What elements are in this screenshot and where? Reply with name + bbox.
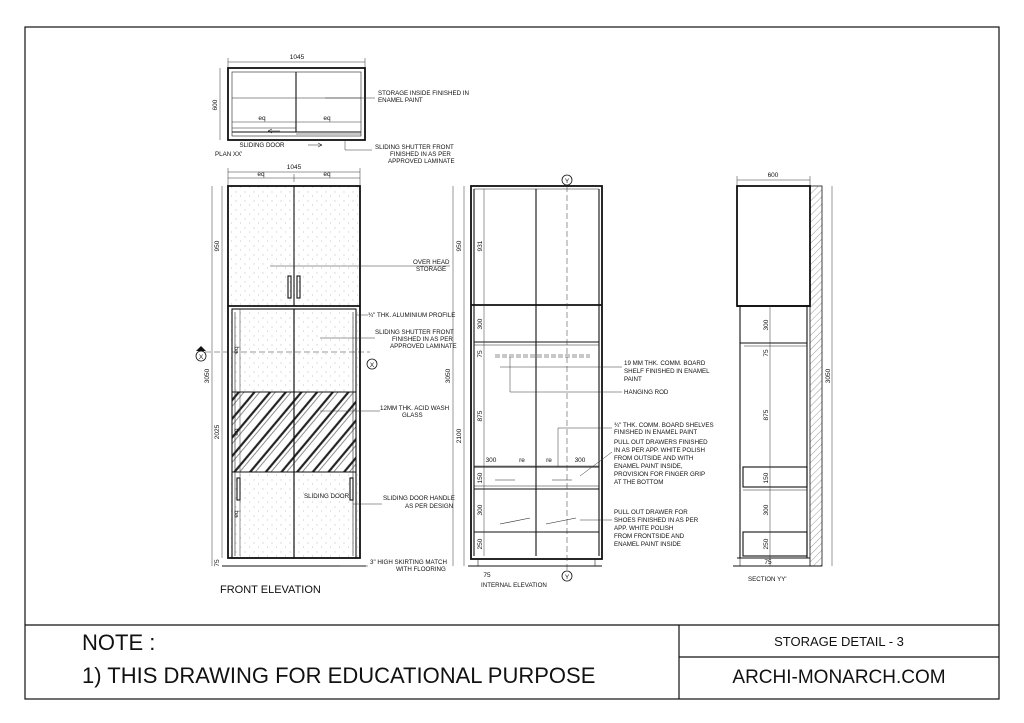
front-dim-75: 75	[214, 559, 221, 567]
internal-dim-3050: 3050	[445, 368, 452, 384]
front-dim-2025: 2025	[214, 424, 221, 440]
internal-drawers-note-4: ENAMEL PAINT INSIDE,	[614, 463, 683, 470]
front-sliding-door-label: SLIDING DOOR	[304, 493, 350, 500]
plan-title: PLAN XX'	[215, 151, 243, 158]
internal-shelf-note-3: PAINT	[624, 376, 642, 383]
plan-shutter-note-1: SLIDING SHUTTER FRONT	[375, 144, 454, 151]
front-shutter-note-1: SLIDING SHUTTER FRONT	[375, 329, 454, 336]
internal-shoes-note-4: FROM FRONTSIDE AND	[614, 533, 685, 540]
internal-marker-y-top: Y	[564, 178, 570, 185]
front-handle-note-2: AS PER DESIGN	[405, 503, 454, 510]
internal-row-dim-2: re	[519, 457, 525, 464]
front-skirting-note-1: 3" HIGH SKIRTING MATCH	[370, 559, 447, 566]
internal-row-dim-1: 300	[485, 457, 497, 464]
plan-depth-dim: 600	[212, 99, 219, 111]
front-width-dim: 1045	[286, 164, 302, 171]
plan-eq-right: eq	[323, 115, 331, 122]
title-block	[25, 625, 999, 699]
internal-marker-y-bottom: Y	[564, 574, 570, 581]
section-title: SECTION YY'	[748, 576, 787, 583]
section-width-dim: 600	[767, 172, 779, 179]
internal-dim-75b: 75	[483, 572, 491, 579]
internal-drawers-note-3: FROM OUTSIDE AND WITH	[614, 455, 694, 462]
plan-view	[212, 54, 469, 165]
internal-row-dim-3: re	[546, 457, 552, 464]
internal-elevation-title: INTERNAL ELEVATION	[481, 582, 547, 589]
section-dim-3050: 3050	[825, 368, 832, 384]
front-glass-note-2: GLASS	[402, 412, 423, 419]
note-line: 1) THIS DRAWING FOR EDUCATIONAL PURPOSE	[82, 663, 596, 688]
internal-rod-note: HANGING ROD	[624, 389, 669, 396]
note-heading: NOTE :	[82, 630, 156, 655]
internal-dim-75: 75	[477, 350, 484, 358]
internal-dim-931: 931	[477, 240, 484, 252]
plan-storage-note-2: ENAMEL PAINT	[378, 97, 423, 104]
internal-dim-150: 150	[477, 472, 484, 484]
internal-shelves-note-2: FINISHED IN ENAMEL PAINT	[614, 429, 698, 436]
section-view	[733, 172, 832, 583]
plan-sliding-door-label: SLIDING DOOR	[239, 142, 285, 149]
internal-dim-300: 300	[477, 318, 484, 330]
internal-shelf-note-2: SHELF FINISHED IN ENAMEL	[624, 368, 710, 375]
front-overhead-note-2: STORAGE	[416, 266, 447, 273]
front-profile-note: ¾" THK. ALUMINIUM PROFILE	[368, 312, 456, 319]
internal-shoes-note-5: ENAMEL PAINT INSIDE	[614, 541, 681, 548]
internal-drawers-note-5: PROVISION FOR FINGER GRIP	[614, 471, 706, 478]
plan-storage-note-1: STORAGE INSIDE FINISHED IN	[378, 90, 469, 97]
internal-drawers-note-1: PULL OUT DRAWERS FINISHED	[614, 439, 708, 446]
internal-shelves-note-1: ¾" THK. COMM. BOARD SHELVES	[614, 422, 714, 429]
internal-shelf-note-1: 19 MM THK. COMM. BOARD	[624, 360, 706, 367]
front-glass-note-1: 12MM THK. ACID WASH	[380, 405, 450, 412]
section-dim-75: 75	[763, 349, 770, 357]
section-dim-75b: 75	[764, 559, 772, 566]
internal-shoes-note-3: APP. WHITE POLISH	[614, 525, 674, 532]
internal-dim-950: 950	[456, 240, 463, 252]
front-elevation-title: FRONT ELEVATION	[220, 584, 321, 596]
internal-shoes-note-1: PULL OUT DRAWER FOR	[614, 509, 688, 516]
section-dim-250: 250	[763, 538, 770, 550]
site-name: ARCHI-MONARCH.COM	[732, 667, 946, 688]
front-overhead-note-1: OVER HEAD	[413, 259, 450, 266]
section-dim-300b: 300	[763, 504, 770, 516]
plan-width-dim: 1045	[289, 54, 305, 61]
front-marker-x-right: X	[369, 362, 375, 369]
section-dim-300: 300	[763, 319, 770, 331]
sheet-border	[25, 27, 999, 699]
internal-dim-250: 250	[477, 538, 484, 550]
front-dim-3050: 3050	[204, 368, 211, 384]
internal-elevation	[445, 175, 714, 589]
front-eq-right: eq	[323, 171, 331, 178]
internal-drawers-note-2: IN AS PER APP. WHITE POLISH	[614, 447, 706, 454]
internal-dim-875: 875	[477, 410, 484, 422]
front-shutter-note-2: FINISHED IN AS PER	[392, 336, 453, 343]
front-shutter-note-3: APPROVED LAMINATE	[390, 343, 457, 350]
sheet-title: STORAGE DETAIL - 3	[774, 634, 904, 649]
internal-dim-2100: 2100	[456, 428, 463, 444]
plan-shutter-note-3: APPROVED LAMINATE	[388, 158, 455, 165]
internal-row-dim-4: 300	[574, 457, 586, 464]
front-skirting-note-2: WITH FLOORING	[396, 566, 446, 573]
front-eq-a: eq	[233, 346, 240, 354]
internal-dim-300b: 300	[477, 504, 484, 516]
internal-drawers-note-6: AT THE BOTTOM	[614, 479, 664, 486]
front-eq-c: eq	[233, 510, 240, 518]
internal-shoes-note-2: SHOES FINISHED IN AS PER	[614, 517, 699, 524]
front-eq-b: eq	[233, 428, 240, 436]
section-dim-150: 150	[763, 472, 770, 484]
front-elevation	[196, 164, 457, 596]
section-dim-875: 875	[763, 409, 770, 421]
front-dim-950: 950	[214, 240, 221, 252]
front-handle-note-1: SLIDING DOOR HANDLE	[383, 495, 455, 502]
front-eq-left: eq	[257, 171, 265, 178]
front-marker-x-left: X	[198, 354, 204, 361]
plan-eq-left: eq	[258, 115, 266, 122]
plan-shutter-note-2: FINISHED IN AS PER	[390, 151, 451, 158]
